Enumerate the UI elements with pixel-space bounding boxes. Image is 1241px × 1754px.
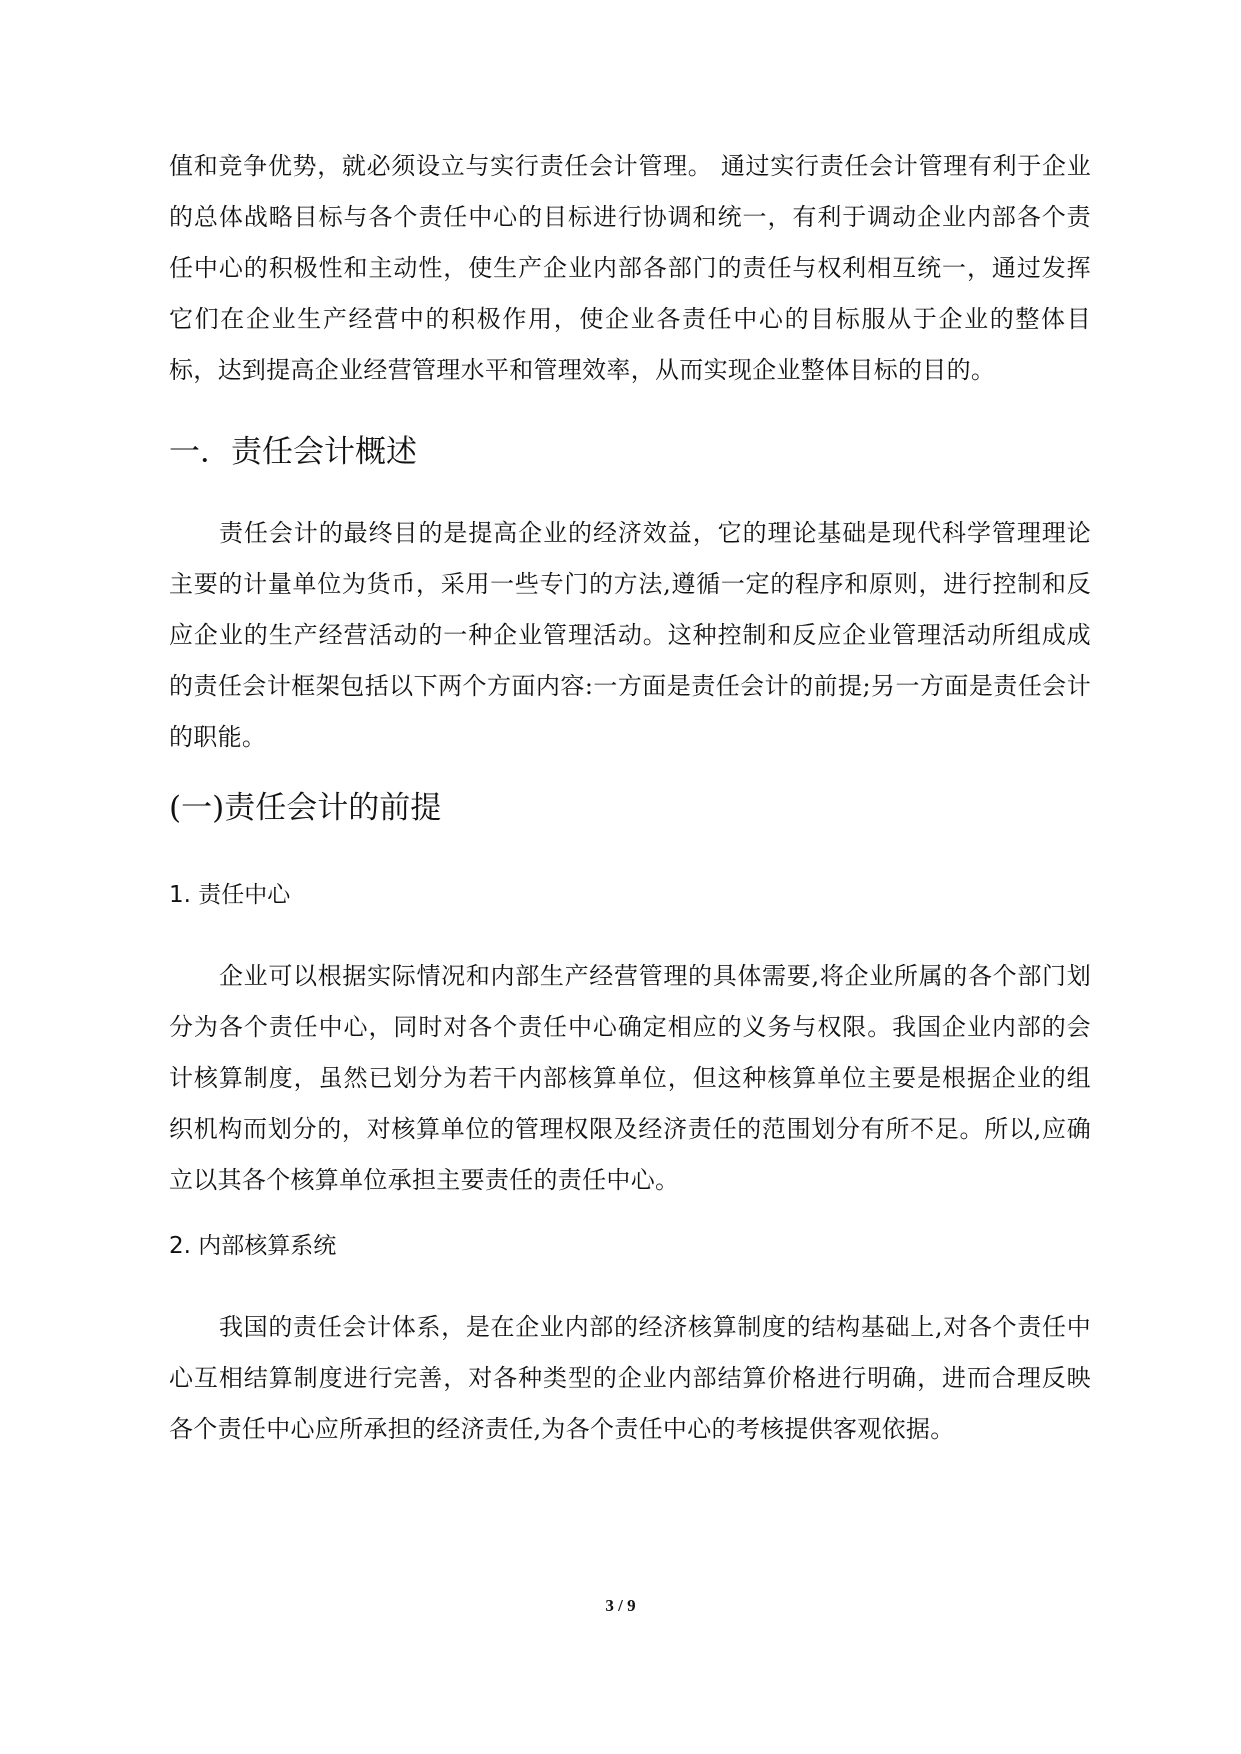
overview-paragraph: 责任会计的最终目的是提高企业的经济效益，它的理论基础是现代科学管理理论主要的计量单位为货币，采用一些专门的方法,遵循一定的程序和原则，进行控制和反应企业的生产经营活动的一种企业管理活动。这种控制和反应企业管理活动所组成成的责任会计框架包括以下两个方面内容:一方面是责任会计的前提;另一方面是责任会计的职能。 [169,519,1091,751]
internal-accounting-paragraph-block [169,1302,1091,1455]
item-heading-internal-accounting: 2. 内部核算系统 [169,1233,337,1259]
item-heading-2-block [169,1231,1091,1261]
subsection-heading: (一)责任会计的前提 [169,790,442,826]
intro-paragraph: 值和竞争优势，就必须设立与实行责任会计管理。 通过实行责任会计管理有利于企业的总体战略目标与各个责任中心的目标进行协调和统一，有利于调动企业内部各个责任中心的积极性和主动性，使生产企业内部各部门的责任与权利相互统一，通过发挥它们在企业生产经营中的积极作用，使企业各责任中心的目标服从于企业的整体目标，达到提高企业经营管理水平和管理效率，从而实现企业整体目标的目的。 [169,152,1091,384]
responsibility-center-paragraph-block [169,951,1091,1206]
item-heading-1-block [169,880,1091,910]
responsibility-center-paragraph: 企业可以根据实际情况和内部生产经营管理的具体需要,将企业所属的各个部门划分为各个责任中心，同时对各个责任中心确定相应的义务与权限。我国企业内部的会计核算制度，虽然已划分为若干内部核算单位，但这种核算单位主要是根据企业的组织机构而划分的，对核算单位的管理权限及经济责任的范围划分有所不足。所以,应确立以其各个核算单位承担主要责任的责任中心。 [169,962,1091,1194]
overview-paragraph-block [169,508,1091,763]
intro-paragraph-block [169,141,1091,396]
section-heading-block [169,432,1091,472]
item-heading-responsibility-center: 1. 责任中心 [169,882,291,908]
section-heading: 一．责任会计概述 [169,434,417,470]
page-number: 3 / 9 [605,1596,636,1615]
subsection-heading-block [169,788,1091,828]
internal-accounting-paragraph: 我国的责任会计体系，是在企业内部的经济核算制度的结构基础上,对各个责任中心互相结算制度进行完善，对各种类型的企业内部结算价格进行明确，进而合理反映各个责任中心应所承担的经济责任,为各个责任中心的考核提供客观依据。 [169,1313,1091,1443]
